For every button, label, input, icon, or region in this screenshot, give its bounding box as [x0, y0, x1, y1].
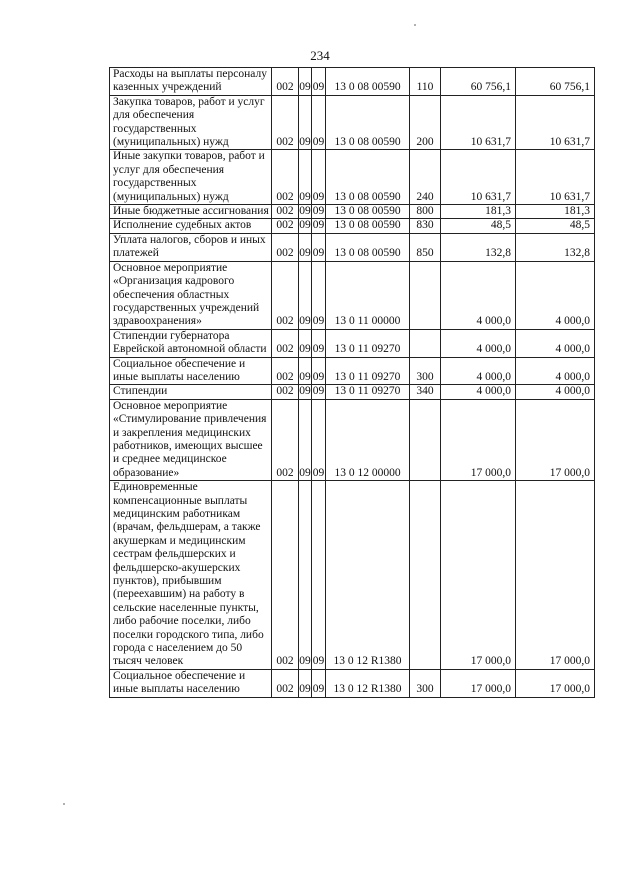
table-row — [110, 95, 595, 150]
amount-actual-cell: 48,5 — [516, 219, 595, 233]
amount-plan-cell: 4 000,0 — [441, 385, 516, 399]
ved-code-cell: 002 — [272, 95, 299, 150]
table-row — [110, 68, 595, 96]
section-code-cell: 09 — [299, 233, 312, 261]
table-row — [110, 399, 595, 480]
subsection-code-cell: 09 — [312, 261, 326, 329]
expense-type-cell — [410, 329, 441, 357]
amount-actual-cell: 10 631,7 — [516, 95, 595, 150]
target-article-cell: 13 0 08 00590 — [326, 95, 410, 150]
target-article-cell: 13 0 11 00000 — [326, 261, 410, 329]
row-name-cell: Иные закупки товаров, работ и услуг для обеспечения государственных (муниципальных) нужд — [110, 150, 272, 205]
row-name-cell: Исполнение судебных актов — [110, 219, 272, 233]
amount-plan-cell: 10 631,7 — [441, 150, 516, 205]
subsection-code-cell: 09 — [312, 150, 326, 205]
section-code-cell: 09 — [299, 385, 311, 398]
amount-plan-cell: 17 000,0 — [441, 399, 516, 480]
page-number: 234 — [310, 48, 330, 63]
subsection-code-cell: 09 — [312, 205, 325, 218]
row-name-cell: Расходы на выплаты персоналу казенных учреждений — [110, 68, 272, 96]
target-article-cell: 13 0 08 00590 — [326, 219, 410, 233]
ved-code-cell: 002 — [272, 669, 299, 697]
table-row — [110, 233, 595, 261]
target-article-cell: 13 0 08 00590 — [326, 205, 410, 219]
table-row — [110, 385, 595, 399]
subsection-code-cell: 09 — [312, 233, 326, 261]
subsection-code-cell: 09 — [312, 357, 326, 385]
section-code-cell: 09 — [299, 329, 312, 357]
expense-type-cell — [410, 399, 441, 480]
ved-code-cell: 002 — [272, 150, 299, 205]
section-code-cell: 09 — [299, 68, 312, 96]
amount-plan-cell: 4 000,0 — [441, 357, 516, 385]
row-name-cell: Социальное обеспечение и иные выплаты населению — [110, 357, 272, 385]
row-name-cell: Стипендии губернатора Еврейской автономной области — [110, 329, 272, 357]
subsection-code-cell: 09 — [312, 481, 326, 670]
target-article-cell: 13 0 08 00590 — [326, 68, 410, 96]
scan-speck — [63, 803, 65, 805]
amount-actual-cell: 4 000,0 — [516, 261, 595, 329]
expense-type-cell: 830 — [410, 219, 441, 233]
row-name-cell: Основное мероприятие «Стимулирование привлечения и закрепления медицинских работников, имеющих высшее и среднее медицинское образование» — [110, 399, 272, 480]
target-article-cell: 13 0 12 R1380 — [326, 669, 410, 697]
subsection-code-cell: 09 — [312, 329, 326, 357]
amount-actual-cell: 17 000,0 — [516, 669, 595, 697]
ved-code-cell: 002 — [272, 399, 299, 480]
expense-type-cell: 340 — [410, 385, 441, 399]
ved-code-cell: 002 — [272, 481, 299, 670]
expense-type-cell: 300 — [410, 357, 441, 385]
row-name-cell: Закупка товаров, работ и услуг для обеспечения государственных (муниципальных) нужд — [110, 95, 272, 150]
table-row — [110, 481, 595, 670]
row-name-cell: Иные бюджетные ассигнования — [110, 205, 272, 219]
amount-actual-cell: 4 000,0 — [516, 357, 595, 385]
table-row — [110, 205, 595, 219]
table-row — [110, 219, 595, 233]
section-code-cell: 09 — [299, 219, 311, 232]
target-article-cell: 13 0 11 09270 — [326, 357, 410, 385]
budget-table — [109, 67, 595, 698]
expense-type-cell: 850 — [410, 233, 441, 261]
table-row — [110, 329, 595, 357]
row-name-cell: Единовременные компенсационные выплаты медицинским работникам (врачам, фельдшерам, а также акушеркам и медицинским сестрам фельдшерских и фельдшерско-акушерских пунктов), прибывшим (переехавшим) на работу в сельские населенные пункты, либо рабочие поселки, либо поселки городского типа, либо города с населением до 50 тысяч человек — [110, 481, 272, 670]
section-code-cell: 09 — [299, 481, 312, 670]
amount-plan-cell: 4 000,0 — [441, 261, 516, 329]
expense-type-cell: 110 — [410, 68, 441, 96]
amount-actual-cell: 4 000,0 — [516, 385, 595, 399]
ved-code-cell: 002 — [272, 219, 299, 233]
subsection-code-cell: 09 — [312, 399, 326, 480]
subsection-code-cell: 09 — [312, 68, 326, 96]
amount-plan-cell: 60 756,1 — [441, 68, 516, 96]
ved-code-cell: 002 — [272, 233, 299, 261]
amount-plan-cell: 4 000,0 — [441, 329, 516, 357]
expense-type-cell: 800 — [410, 205, 441, 219]
scan-speck — [414, 24, 416, 26]
amount-actual-cell: 4 000,0 — [516, 329, 595, 357]
ved-code-cell: 002 — [272, 329, 299, 357]
target-article-cell: 13 0 12 00000 — [326, 399, 410, 480]
section-code-cell: 09 — [299, 669, 312, 697]
target-article-cell: 13 0 12 R1380 — [326, 481, 410, 670]
table-row — [110, 357, 595, 385]
section-code-cell: 09 — [299, 357, 312, 385]
section-code-cell: 09 — [299, 205, 311, 218]
amount-actual-cell: 132,8 — [516, 233, 595, 261]
expense-type-cell — [410, 481, 441, 670]
amount-actual-cell: 10 631,7 — [516, 150, 595, 205]
amount-plan-cell: 48,5 — [441, 219, 516, 233]
subsection-code-cell: 09 — [312, 385, 325, 398]
table-row — [110, 261, 595, 329]
row-name-cell: Уплата налогов, сборов и иных платежей — [110, 233, 272, 261]
target-article-cell: 13 0 11 09270 — [326, 329, 410, 357]
target-article-cell: 13 0 11 09270 — [326, 385, 410, 399]
expense-type-cell — [410, 261, 441, 329]
table-row — [110, 150, 595, 205]
section-code-cell: 09 — [299, 399, 312, 480]
amount-actual-cell: 17 000,0 — [516, 481, 595, 670]
ved-code-cell: 002 — [272, 205, 299, 219]
ved-code-cell: 002 — [272, 68, 299, 96]
table-body — [110, 68, 595, 698]
section-code-cell: 09 — [299, 95, 312, 150]
amount-plan-cell: 10 631,7 — [441, 95, 516, 150]
expense-type-cell: 200 — [410, 95, 441, 150]
amount-plan-cell: 181,3 — [441, 205, 516, 219]
amount-actual-cell: 17 000,0 — [516, 399, 595, 480]
section-code-cell: 09 — [299, 150, 312, 205]
ved-code-cell: 002 — [272, 385, 299, 399]
expense-type-cell: 240 — [410, 150, 441, 205]
expense-type-cell: 300 — [410, 669, 441, 697]
target-article-cell: 13 0 08 00590 — [326, 150, 410, 205]
subsection-code-cell: 09 — [312, 95, 326, 150]
amount-actual-cell: 60 756,1 — [516, 68, 595, 96]
subsection-code-cell: 09 — [312, 219, 325, 232]
table-row — [110, 669, 595, 697]
target-article-cell: 13 0 08 00590 — [326, 233, 410, 261]
amount-plan-cell: 17 000,0 — [441, 481, 516, 670]
amount-plan-cell: 17 000,0 — [441, 669, 516, 697]
subsection-code-cell: 09 — [312, 669, 326, 697]
amount-plan-cell: 132,8 — [441, 233, 516, 261]
row-name-cell: Социальное обеспечение и иные выплаты населению — [110, 669, 272, 697]
section-code-cell: 09 — [299, 261, 312, 329]
row-name-cell: Стипендии — [110, 385, 272, 399]
ved-code-cell: 002 — [272, 261, 299, 329]
row-name-cell: Основное мероприятие «Организация кадрового обеспечения областных государственных учреждений здравоохранения» — [110, 261, 272, 329]
ved-code-cell: 002 — [272, 357, 299, 385]
amount-actual-cell: 181,3 — [516, 205, 595, 219]
